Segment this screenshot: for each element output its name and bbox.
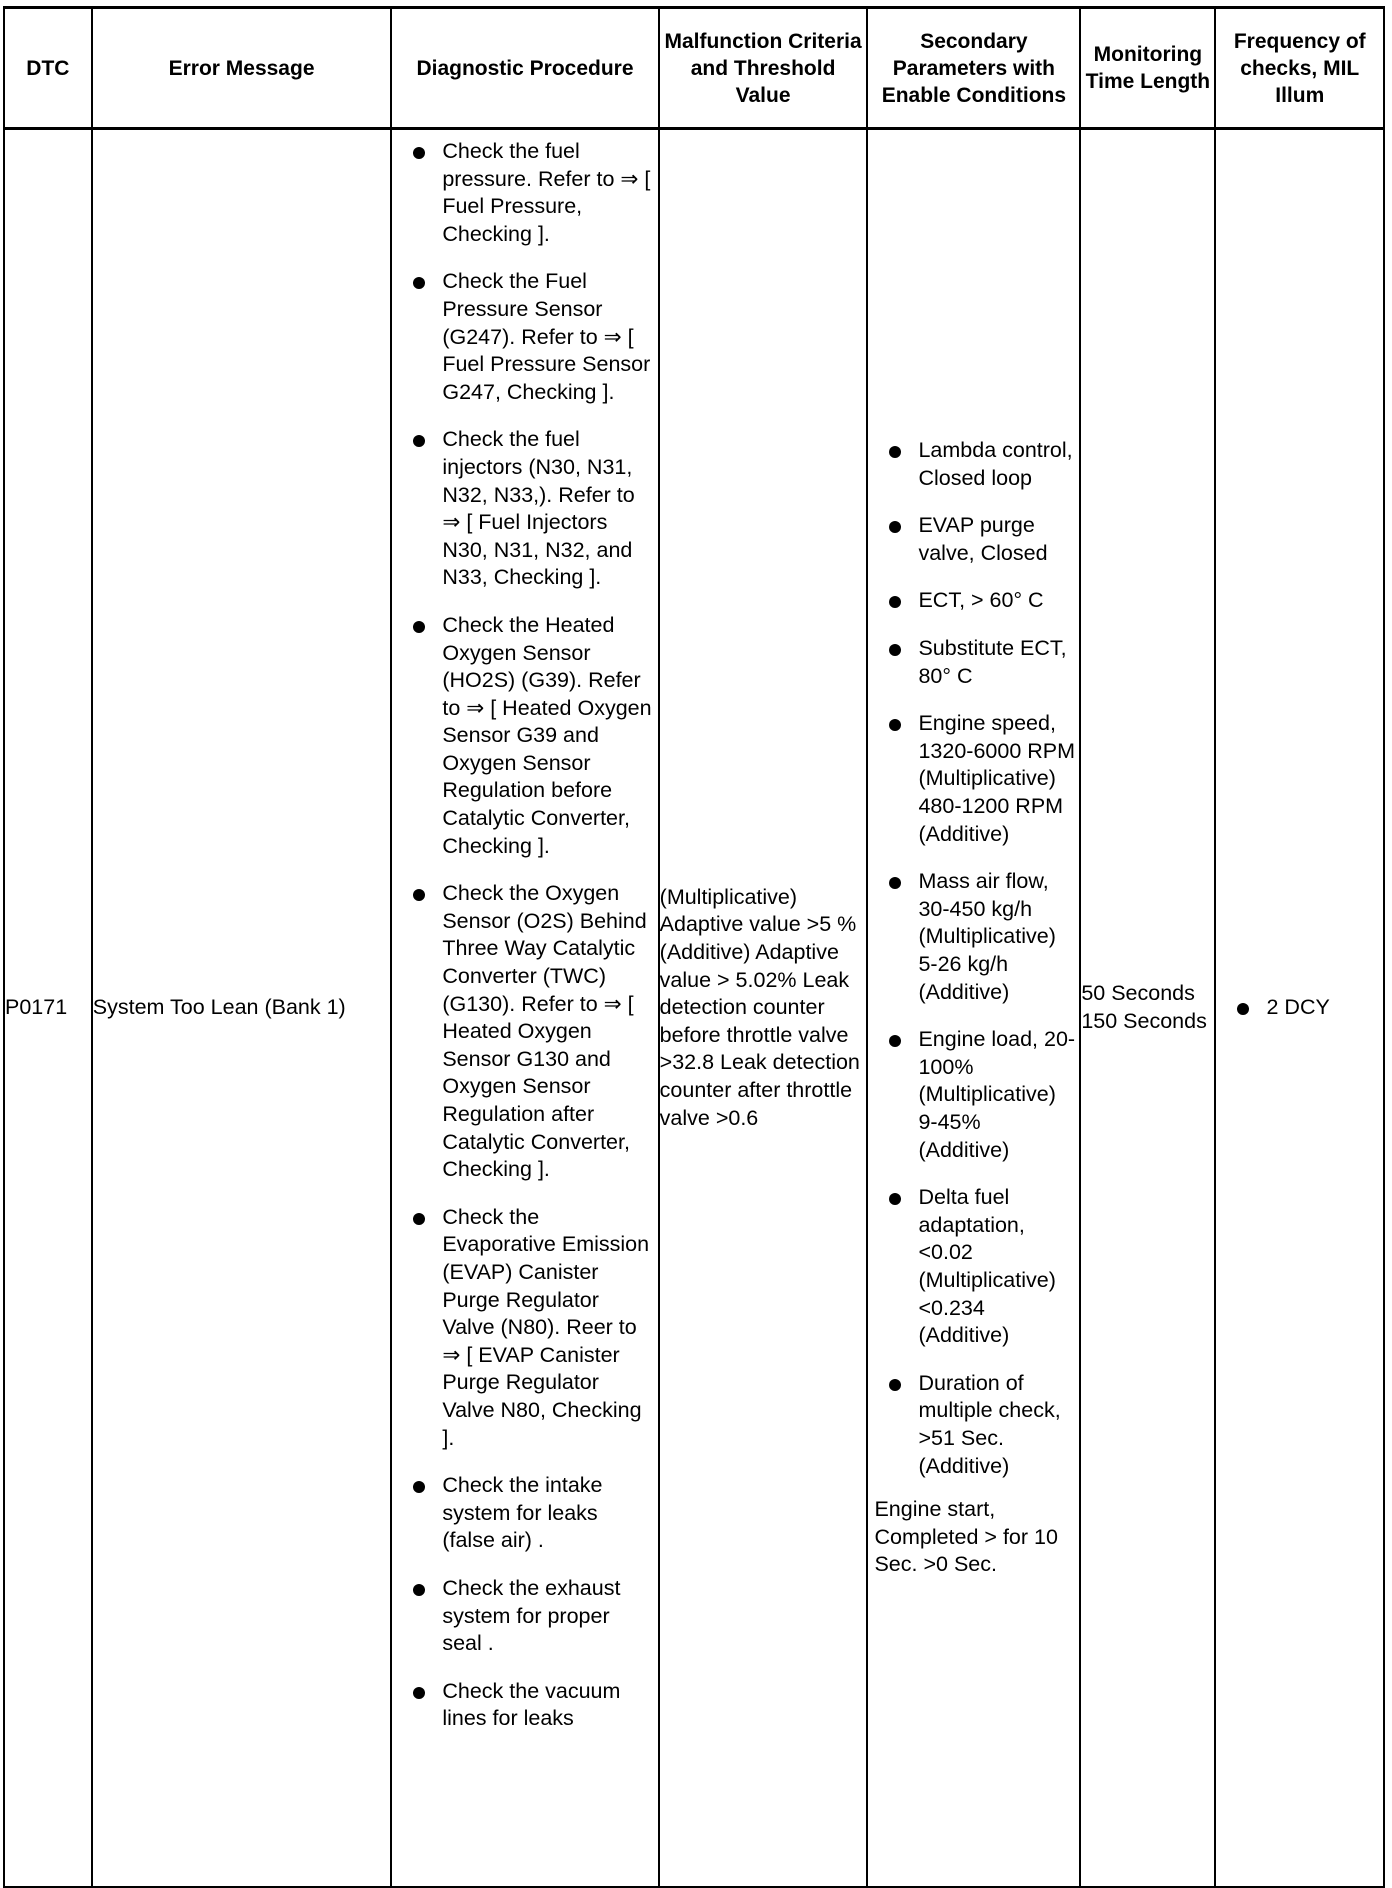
bullet-icon: [413, 1687, 425, 1699]
bullet-icon: [413, 277, 425, 289]
bullet-icon: [413, 621, 425, 633]
list-item: [392, 612, 657, 860]
list-item: [392, 1472, 657, 1555]
secondary-note: Engine start, Completed > for 10 Sec. >0 Sec.: [874, 1497, 1058, 1577]
header-secondary-parameters: Secondary Parameters with Enable Conditions: [867, 8, 1080, 129]
monitoring-time: 50 Seconds 150 Seconds: [1080, 129, 1215, 1888]
secondary-param: EVAP purge valve, Closed: [918, 513, 1048, 565]
dtc-table: [3, 6, 1385, 1888]
header-monitoring-time: Monitoring Time Length: [1080, 8, 1215, 129]
secondary-param: Engine load, 20-100% (Multiplicative) 9-45% (Additive): [918, 1027, 1076, 1162]
secondary-parameters-cell: [867, 129, 1080, 1888]
header-malfunction-criteria: Malfunction Criteria and Threshold Value: [659, 8, 868, 129]
bullet-icon: [413, 1213, 425, 1225]
bullet-icon: [889, 596, 901, 608]
list-item: [868, 710, 1079, 848]
secondary-param: Duration of multiple check, >51 Sec. (Additive): [918, 1370, 1061, 1478]
malfunction-criteria: (Multiplicative) Adaptive value >5 % (Additive) Adaptive value > 5.02% Leak detection counter before throttle valve >32.8 Leak detection counter after throttle valve >0.6: [659, 129, 868, 1888]
list-item: [392, 268, 657, 406]
bullet-icon: [889, 644, 901, 656]
bullet-icon: [889, 877, 901, 889]
bullet-icon: [889, 1193, 901, 1205]
table-header-row: [4, 8, 1384, 129]
header-dtc: DTC: [4, 8, 92, 129]
list-item: [392, 1678, 657, 1733]
list-item: [392, 1575, 657, 1658]
secondary-param: Engine speed, 1320-6000 RPM (Multiplicative) 480-1200 RPM (Additive): [918, 711, 1076, 846]
header-frequency: Frequency of checks, MIL Illum: [1215, 8, 1384, 129]
bullet-icon: [413, 1584, 425, 1596]
list-item: [392, 880, 657, 1184]
secondary-params-list: [868, 437, 1079, 1480]
diagnostic-step: Check the Evaporative Emission (EVAP) Canister Purge Regulator Valve (N80). Reer to ⇒ [ EVAP Canister Purge Regulator Valve N80, Checking ].: [442, 1204, 650, 1450]
list-item: [392, 138, 657, 248]
list-item: [868, 1184, 1079, 1350]
list-item: [868, 512, 1079, 567]
diagnostic-step: Check the exhaust system for proper seal .: [442, 1575, 621, 1656]
frequency-cell: [1215, 129, 1384, 1888]
bullet-icon: [413, 435, 425, 447]
bullet-icon: [889, 719, 901, 731]
list-item: [392, 426, 657, 592]
list-item: [868, 587, 1079, 615]
secondary-param: Mass air flow, 30-450 kg/h (Multiplicative) 5-26 kg/h (Additive): [918, 869, 1056, 1004]
list-item: [868, 437, 1079, 492]
list-item: [868, 635, 1079, 690]
error-message: System Too Lean (Bank 1): [92, 129, 392, 1888]
header-diagnostic-procedure: Diagnostic Procedure: [391, 8, 658, 129]
frequency-list: [1216, 994, 1383, 1022]
diagnostic-procedure-cell: [391, 129, 658, 1888]
list-item: [868, 1026, 1079, 1164]
diagnostic-step: Check the Fuel Pressure Sensor (G247). Refer to ⇒ [ Fuel Pressure Sensor G247, Checking ].: [442, 269, 651, 404]
bullet-icon: [889, 446, 901, 458]
list-item: [1216, 994, 1383, 1022]
diagnostic-step: Check the fuel pressure. Refer to ⇒ [ Fuel Pressure, Checking ].: [442, 139, 651, 246]
bullet-icon: [413, 147, 425, 159]
table-row: [4, 129, 1384, 1888]
diagnostic-step: Check the fuel injectors (N30, N31, N32, N33,). Refer to ⇒ [ Fuel Injectors N30, N31, N32, and N33, Checking ].: [442, 427, 635, 590]
diagnostic-step: Check the Oxygen Sensor (O2S) Behind Three Way Catalytic Converter (TWC) (G130). Refer to ⇒ [ Heated Oxygen Sensor G130 and Oxygen Sensor Regulation after Catalytic Converter, Checking ].: [442, 881, 647, 1182]
diagnostic-steps-list: [392, 130, 657, 1733]
dtc-code: P0171: [4, 129, 92, 1888]
secondary-param: Substitute ECT, 80° C: [918, 636, 1067, 688]
diagnostic-step: Check the intake system for leaks (false air) .: [442, 1473, 603, 1553]
secondary-param: Delta fuel adaptation, <0.02 (Multiplicative) <0.234 (Additive): [918, 1185, 1056, 1348]
secondary-param: ECT, > 60° C: [918, 588, 1044, 613]
diagnostic-step: Check the vacuum lines for leaks: [442, 1678, 621, 1731]
bullet-icon: [413, 889, 425, 901]
list-item: [868, 1370, 1079, 1480]
bullet-icon: [413, 1481, 425, 1493]
bullet-icon: [889, 1035, 901, 1047]
bullet-icon: [1237, 1003, 1249, 1015]
frequency-value: 2 DCY: [1266, 995, 1330, 1020]
list-item: [392, 1204, 657, 1452]
bullet-icon: [889, 1379, 901, 1391]
list-item: [868, 868, 1079, 1006]
header-error-message: Error Message: [92, 8, 392, 129]
bullet-icon: [889, 521, 901, 533]
diagnostic-step: Check the Heated Oxygen Sensor (HO2S) (G39). Refer to ⇒ [ Heated Oxygen Sensor G39 and Oxygen Sensor Regulation before Catalytic Converter, Checking ].: [442, 612, 652, 858]
secondary-param: Lambda control, Closed loop: [918, 438, 1073, 490]
